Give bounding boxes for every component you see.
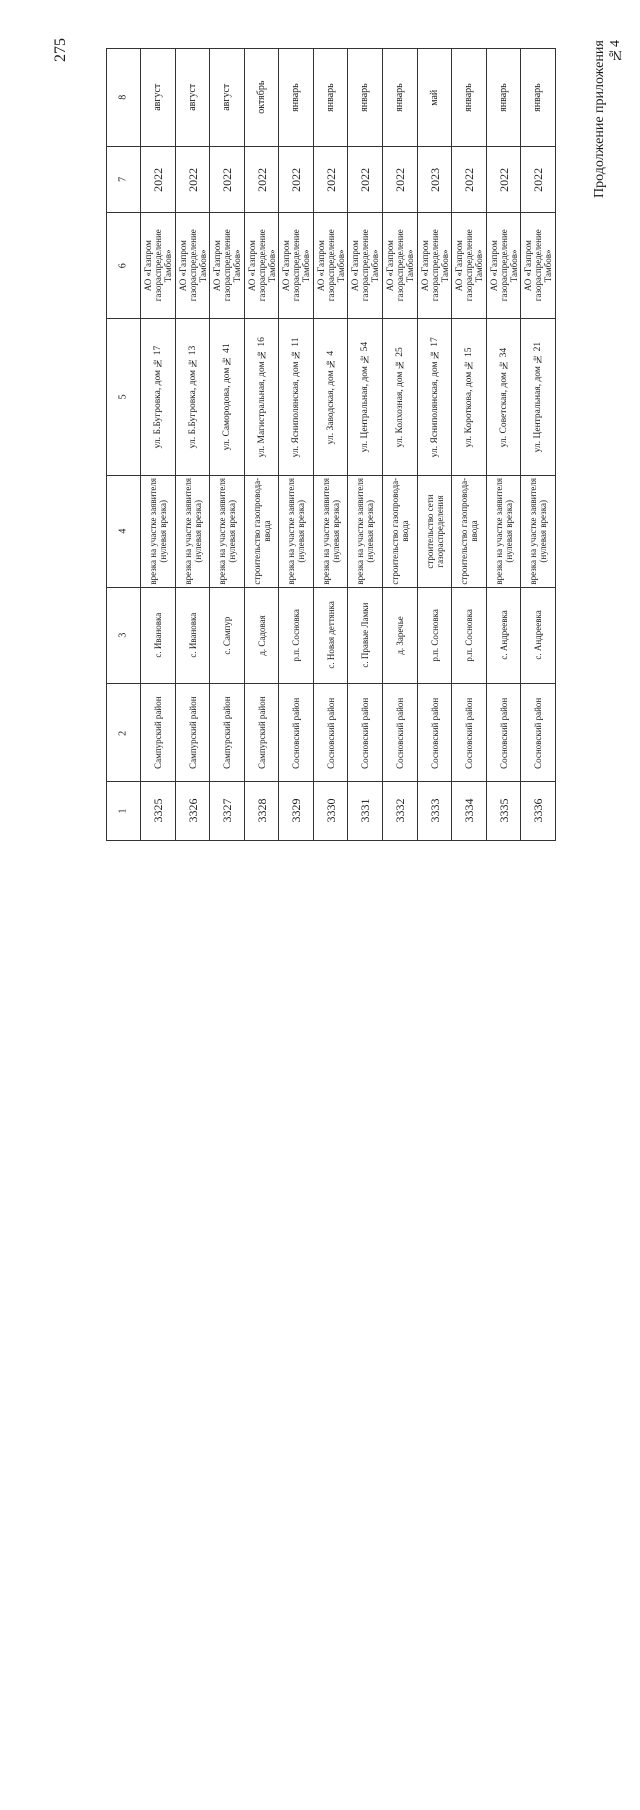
table-cell-address: ул. Советская, дом № 34 <box>498 347 509 447</box>
table-cell-month: октябрь <box>255 80 267 115</box>
table-cell-organization: АО «Газпром газораспределение Тамбов» <box>350 229 381 302</box>
table-cell-settlement: р.п. Сосновка <box>429 608 440 662</box>
table-cell-address: ул. Самородова, дом № 41 <box>221 343 232 451</box>
table-cell-settlement: с. Правые Ламки <box>360 602 371 668</box>
table-row <box>107 587 556 683</box>
table-cell-address: ул. Ясниполянская, дом № 11 <box>291 337 302 458</box>
table-cell-work-type: врезка на участке заявителя (нулевая врезка) <box>286 478 307 585</box>
table-cell-district: Сампурский район <box>152 696 163 769</box>
table-row <box>107 146 556 212</box>
table-cell-organization: АО «Газпром газораспределение Тамбов» <box>523 229 554 302</box>
table-cell-id: 3328 <box>254 799 269 824</box>
table-cell-year: 2022 <box>392 167 407 192</box>
table-cell-address: ул. Магистральная, дом № 16 <box>256 337 267 458</box>
table-cell-address: ул. Б.Бугровка, дом № 13 <box>187 345 198 449</box>
appendix-caption: Продолжение приложения №4 <box>592 40 623 198</box>
table-cell-organization: АО «Газпром газораспределение Тамбов» <box>142 229 173 302</box>
table-cell-year: 2022 <box>219 167 234 192</box>
table-header-cell: 7 <box>117 176 129 182</box>
table-cell-work-type: врезка на участке заявителя (нулевая врезка) <box>320 478 341 585</box>
table-cell-id: 3335 <box>496 799 511 824</box>
table-cell-address: ул. Центральная, дом № 54 <box>360 341 371 453</box>
table-cell-work-type: врезка на участке заявителя (нулевая врезка) <box>493 478 514 585</box>
table-cell-address: ул. Центральная, дом № 21 <box>533 341 544 453</box>
table-cell-work-type: строительство сети газораспределения <box>424 494 445 569</box>
table-cell-settlement: с. Сампур <box>221 616 232 655</box>
table-cell-settlement: с. Новая деттянка <box>325 601 336 670</box>
table-header-cell: 4 <box>117 529 129 535</box>
table-cell-year: 2022 <box>461 167 476 192</box>
table-cell-month: январь <box>324 83 336 112</box>
table-header-cell: 3 <box>117 632 129 638</box>
table-cell-address: ул. Короткова, дом № 15 <box>463 347 474 448</box>
table-cell-year: 2022 <box>531 167 546 192</box>
table-cell-year: 2022 <box>289 167 304 192</box>
table-cell-work-type: врезка на участке заявителя (нулевая врезка) <box>355 478 376 585</box>
table-row <box>107 683 556 782</box>
table-cell-year: 2022 <box>358 167 373 192</box>
table-cell-work-type: строительство газопровода-ввода <box>251 478 272 586</box>
table-cell-district: Сампурский район <box>187 696 198 769</box>
table-row <box>107 319 556 476</box>
table-cell-address: ул. Ясниполянская, дом № 17 <box>429 337 440 458</box>
table-cell-work-type: строительство газопровода-ввода <box>458 478 479 586</box>
table-cell-work-type: врезка на участке заявителя (нулевая врезка) <box>147 478 168 585</box>
table-cell-month: январь <box>497 83 509 112</box>
table-cell-month: январь <box>290 83 302 112</box>
table-cell-settlement: д. Заречье <box>394 616 405 655</box>
table-cell-id: 3326 <box>185 799 200 824</box>
table-cell-id: 3327 <box>219 799 234 824</box>
table-cell-district: Сосновский район <box>291 696 302 769</box>
table-cell-organization: АО «Газпром газораспределение Тамбов» <box>177 229 208 302</box>
table-header-cell: 8 <box>117 94 129 100</box>
table-cell-district: Сосновский район <box>360 696 371 769</box>
table-cell-settlement: р.п. Сосновка <box>291 608 302 662</box>
table-cell-month: август <box>220 83 232 111</box>
table-cell-district: Сосновский район <box>463 696 474 769</box>
table-cell-month: август <box>151 83 163 111</box>
table-cell-district: Сосновский район <box>498 696 509 769</box>
table-cell-address: ул. Колхозная, дом № 25 <box>394 347 405 448</box>
table-cell-id: 3333 <box>427 799 442 824</box>
table-cell-district: Сампурский район <box>256 696 267 769</box>
table-header-cell: 1 <box>117 808 129 814</box>
table-cell-organization: АО «Газпром газораспределение Тамбов» <box>453 229 484 302</box>
table-cell-settlement: д. Садовая <box>256 615 267 656</box>
table-cell-work-type: врезка на участке заявителя (нулевая врезка) <box>182 478 203 585</box>
table-cell-id: 3329 <box>289 799 304 824</box>
table-cell-work-type: врезка на участке заявителя (нулевая врезка) <box>528 478 549 585</box>
table-cell-settlement: р.п. Сосновка <box>463 608 474 662</box>
table-cell-year: 2022 <box>185 167 200 192</box>
table-cell-month: январь <box>393 83 405 112</box>
table-cell-month: январь <box>462 83 474 112</box>
table-cell-district: Сосновский район <box>394 696 405 769</box>
table-row <box>107 476 556 588</box>
table-cell-work-type: врезка на участке заявителя (нулевая врезка) <box>216 478 237 585</box>
data-table <box>106 48 556 841</box>
table-cell-district: Сосновский район <box>533 696 544 769</box>
page-number: 275 <box>52 38 69 62</box>
table-cell-month: январь <box>532 83 544 112</box>
table-row <box>107 782 556 841</box>
table-cell-district: Сосновский район <box>429 696 440 769</box>
table-cell-settlement: с. Ивановка <box>187 612 198 658</box>
table-cell-organization: АО «Газпром газораспределение Тамбов» <box>211 229 242 302</box>
table-cell-settlement: с. Андреевка <box>533 610 544 660</box>
table-header-cell: 5 <box>117 394 129 400</box>
table-cell-organization: АО «Газпром газораспределение Тамбов» <box>488 229 519 302</box>
table-cell-organization: АО «Газпром газораспределение Тамбов» <box>419 229 450 302</box>
table-row <box>107 49 556 147</box>
table-cell-settlement: с. Андреевка <box>498 610 509 660</box>
table-cell-id: 3334 <box>461 799 476 824</box>
table-cell-year: 2023 <box>427 167 442 192</box>
table-cell-work-type: строительство газопровода-ввода <box>389 478 410 586</box>
table-cell-month: январь <box>359 83 371 112</box>
table-cell-district: Сампурский район <box>221 696 232 769</box>
table-cell-settlement: с. Ивановка <box>152 612 163 658</box>
table-cell-district: Сосновский район <box>325 696 336 769</box>
table-cell-organization: АО «Газпром газораспределение Тамбов» <box>281 229 312 302</box>
table-cell-id: 3325 <box>150 799 165 824</box>
table-row <box>107 212 556 318</box>
table-cell-organization: АО «Газпром газораспределение Тамбов» <box>315 229 346 302</box>
table-cell-id: 3331 <box>358 799 373 824</box>
table-cell-organization: АО «Газпром газораспределение Тамбов» <box>384 229 415 302</box>
table-header-cell: 2 <box>117 730 129 736</box>
table-cell-month: август <box>186 83 198 111</box>
table-cell-year: 2022 <box>323 167 338 192</box>
table-cell-year: 2022 <box>150 167 165 192</box>
table-cell-year: 2022 <box>496 167 511 192</box>
table-cell-id: 3332 <box>392 799 407 824</box>
table-cell-id: 3336 <box>531 799 546 824</box>
table-cell-organization: АО «Газпром газораспределение Тамбов» <box>246 229 277 302</box>
table-cell-year: 2022 <box>254 167 269 192</box>
table-cell-id: 3330 <box>323 799 338 824</box>
table-header-cell: 6 <box>117 262 129 268</box>
table-cell-address: ул. Заводская, дом № 4 <box>325 350 336 444</box>
table-cell-month: май <box>428 89 440 106</box>
table-cell-address: ул. Б.Бугровка, дом № 17 <box>152 345 163 449</box>
